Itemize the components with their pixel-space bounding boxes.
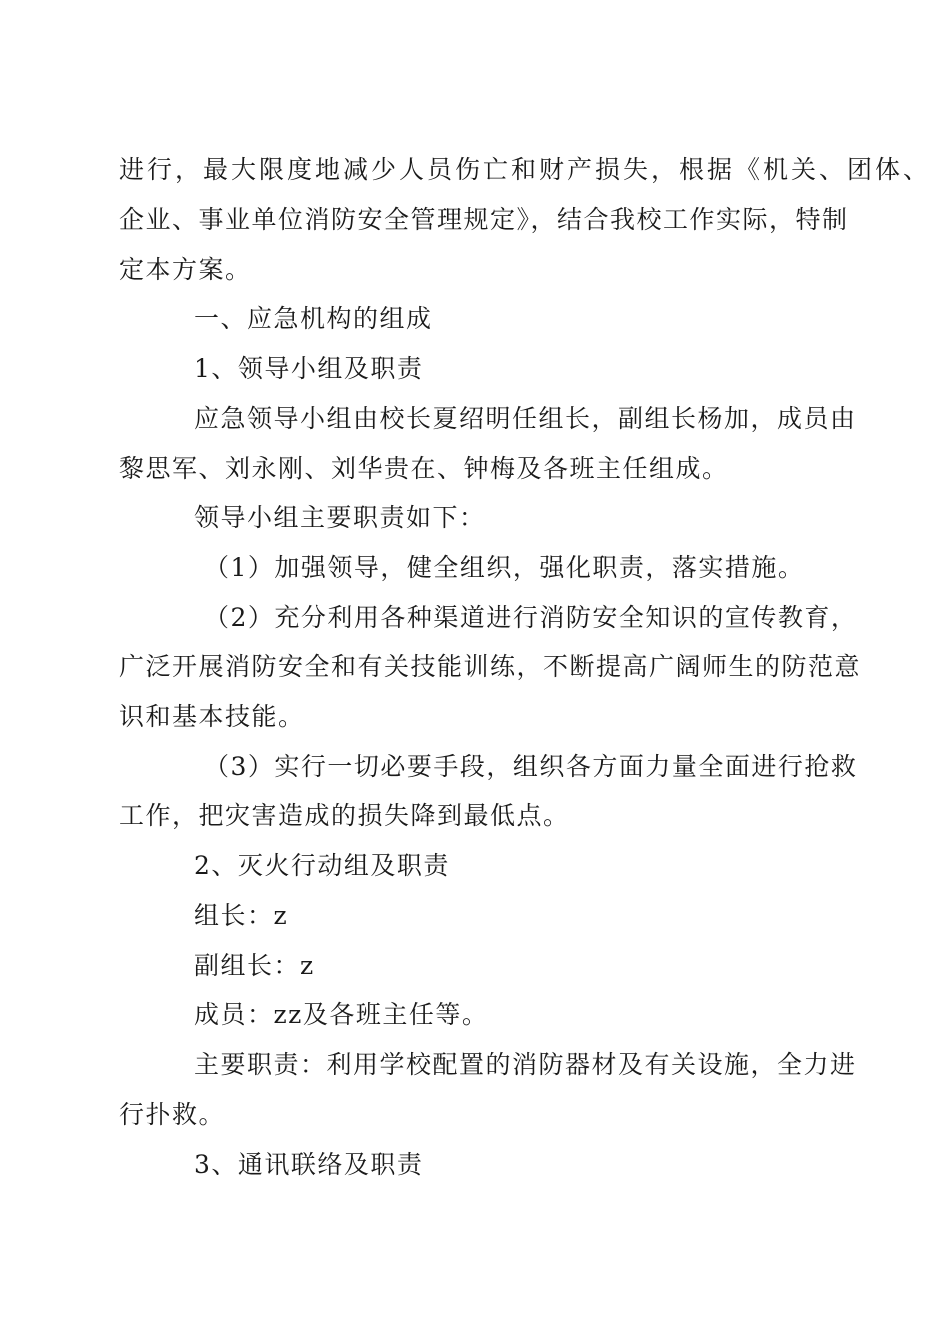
text-line: 识和基本技能。 bbox=[119, 702, 305, 731]
text-line: 广泛开展消防安全和有关技能训练，不断提高广阔师生的防范意 bbox=[119, 652, 862, 681]
text-line: 主要职责：利用学校配置的消防器材及有关设施，全力进 bbox=[194, 1050, 857, 1079]
subsection-heading: 2、灭火行动组及职责 bbox=[194, 851, 450, 880]
text-line: 领导小组主要职责如下： bbox=[194, 503, 486, 532]
subsection-heading: 3、通讯联络及职责 bbox=[194, 1150, 424, 1179]
list-item: （1）加强领导，健全组织，强化职责，落实措施。 bbox=[204, 553, 805, 582]
text-line: 黎思军、刘永刚、刘华贵在、钟梅及各班主任组成。 bbox=[119, 454, 729, 483]
section-heading: 一、应急机构的组成 bbox=[194, 304, 433, 333]
list-item: （2）充分利用各种渠道进行消防安全知识的宣传教育， bbox=[204, 603, 858, 632]
text-line: 应急领导小组由校长夏绍明任组长，副组长杨加，成员由 bbox=[194, 404, 857, 433]
text-line: 工作，把灾害造成的损失降到最低点。 bbox=[119, 801, 570, 830]
text-line: 组长：z bbox=[194, 901, 289, 930]
list-item: （3）实行一切必要手段，组织各方面力量全面进行抢救 bbox=[204, 752, 858, 781]
text-line: 成员：zz及各班主任等。 bbox=[194, 1000, 489, 1029]
text-line: 进行，最大限度地减少人员伤亡和财产损失，根据《机关、团体、 bbox=[119, 155, 932, 184]
text-line: 定本方案。 bbox=[119, 255, 252, 284]
text-line: 行扑救。 bbox=[119, 1100, 226, 1129]
text-line: 企业、事业单位消防安全管理规定》，结合我校工作实际，特制 bbox=[119, 205, 849, 234]
subsection-heading: 1、领导小组及职责 bbox=[194, 354, 424, 383]
text-line: 副组长：z bbox=[194, 951, 315, 980]
